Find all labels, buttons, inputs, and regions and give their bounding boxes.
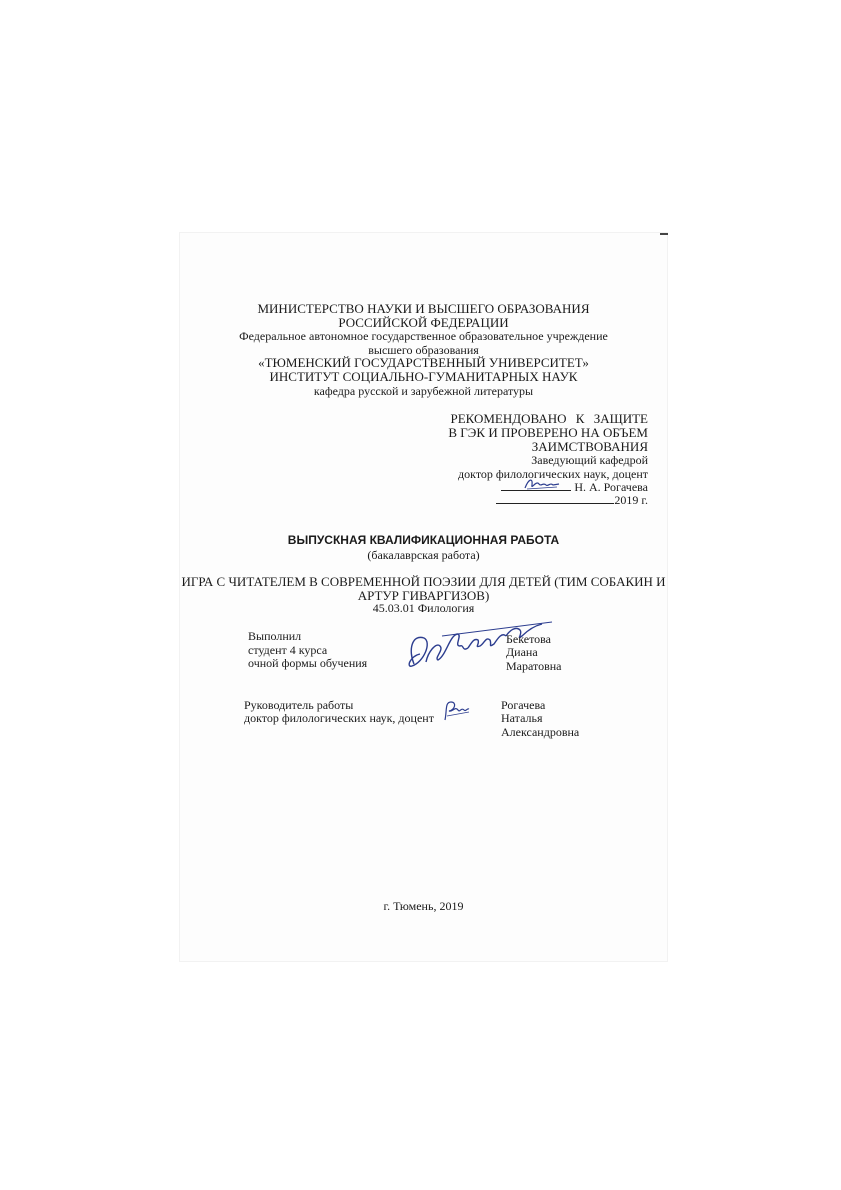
supervisor-patronymic: Александровна	[501, 725, 580, 739]
department-name: кафедра русской и зарубежной литературы	[313, 384, 534, 398]
approval-line-1: РЕКОМЕНДОВАНО К ЗАЩИТЕ	[450, 411, 648, 426]
approval-line-3: ЗАИМСТВОВАНИЯ	[531, 439, 648, 454]
approval-line-2: В ГЭК И ПРОВЕРЕНО НА ОБЪЕМ	[448, 425, 648, 440]
approval-year: 2019 г.	[614, 493, 648, 507]
supervisor-surname: Рогачева	[501, 698, 546, 712]
work-subtype: (бакалаврская работа)	[367, 548, 480, 562]
supervisor-label-degree: доктор филологических наук, доцент	[244, 711, 434, 725]
supervisor-label-role: Руководитель работы	[244, 698, 354, 712]
work-type: ВЫПУСКНАЯ КВАЛИФИКАЦИОННАЯ РАБОТА	[287, 533, 560, 547]
author-label-performed: Выполнил	[248, 629, 302, 643]
author-label-form: очной формы обучения	[248, 656, 368, 670]
approval-date-line	[496, 503, 614, 504]
author-surname: Бекетова	[506, 632, 551, 646]
page-edge-mark	[660, 233, 668, 235]
work-title-line-2: АРТУР ГИВАРГИЗОВ)	[357, 588, 490, 603]
approval-position: Заведующий кафедрой	[531, 453, 648, 467]
ministry-line-1: МИНИСТЕРСТВО НАУКИ И ВЫСШЕГО ОБРАЗОВАНИЯ	[257, 301, 590, 316]
author-label-course: студент 4 курса	[248, 643, 328, 657]
institute-name: ИНСТИТУТ СОЦИАЛЬНО-ГУМАНИТАРНЫХ НАУК	[269, 369, 578, 384]
work-title-line-1: ИГРА С ЧИТАТЕЛЕМ В СОВРЕМЕННОЙ ПОЭЗИИ ДЛЯ ДЕТЕЙ (ТИМ СОБАКИН И	[181, 574, 666, 589]
institution-type-line-2: высшего образования	[368, 343, 479, 357]
institution-type-line-1: Федеральное автономное государственное образовательное учреждение	[239, 329, 608, 343]
specialty: 45.03.01 Филология	[372, 601, 475, 615]
ministry-line-2: РОССИЙСКОЙ ФЕДЕРАЦИИ	[338, 315, 509, 330]
supervisor-first-name: Наталья	[501, 711, 543, 725]
author-patronymic: Маратовна	[506, 659, 562, 673]
supervisor-signature	[441, 698, 471, 724]
head-of-department-signature	[523, 476, 563, 492]
place-and-year: г. Тюмень, 2019	[383, 899, 464, 913]
author-first-name: Диана	[506, 645, 538, 659]
approval-degree: доктор филологических наук, доцент	[458, 467, 648, 481]
approval-date-row	[496, 493, 648, 507]
approval-name: Н. А. Рогачева	[574, 480, 648, 494]
university-name: «ТЮМЕНСКИЙ ГОСУДАРСТВЕННЫЙ УНИВЕРСИТЕТ»	[258, 355, 589, 370]
